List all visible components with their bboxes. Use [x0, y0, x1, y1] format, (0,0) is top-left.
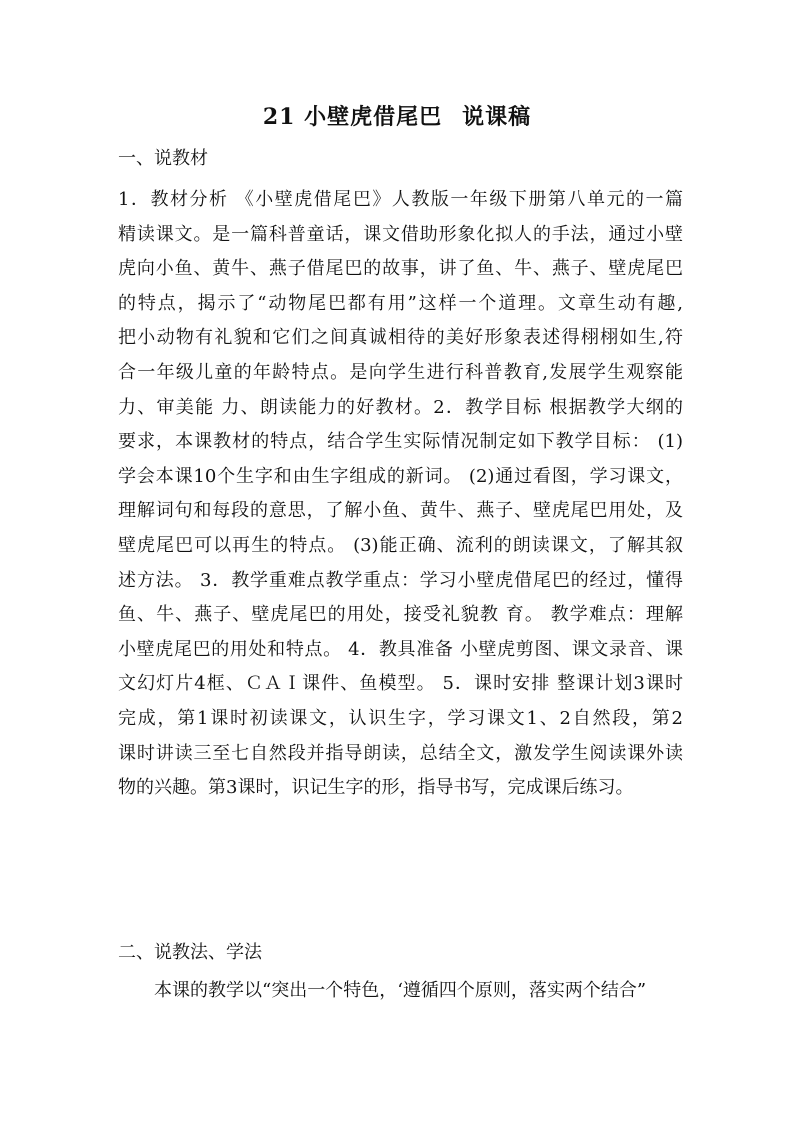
body-line: 要求，本课教材的特点，结合学生实际情况制定如下教学目标： (1) [118, 431, 683, 453]
title-main: 小壁虎借尾巴 [304, 104, 443, 130]
body-line: 把小动物有礼貌和它们之间真诚相待的美好形象表述得栩栩如生,符 [118, 327, 683, 349]
body-line: 述方法。 3．教学重难点教学重点：学习小壁虎借尾巴的经过，懂得 [118, 569, 683, 591]
body-line: 小壁虎尾巴的用处和特点。 4．教具准备 小壁虎剪图、课文录音、课 [118, 638, 683, 660]
body-line: 文幻灯片4框、ＣＡＩ课件、鱼模型。 5．课时安排 整课计划3课时 [118, 673, 683, 695]
document-title [0, 100, 794, 131]
section-heading-methods: 二、说教法、学法 [118, 942, 262, 963]
body-line: 壁虎尾巴可以再生的特点。 (3)能正确、流利的朗读课文，了解其叙 [118, 534, 683, 556]
body-line: 合一年级儿童的年龄特点。是向学生进行科普教育,发展学生观察能 [118, 361, 683, 383]
title-sub: 说课稿 [462, 104, 532, 130]
body-line: 虎向小鱼、黄牛、燕子借尾巴的故事，讲了鱼、牛、燕子、壁虎尾巴 [118, 258, 683, 280]
body-line: 物的兴趣。第3课时，识记生字的形，指导书写，完成课后练习。 [118, 777, 634, 799]
body-line: 的特点，揭示了“动物尾巴都有用”这样一个道理。文章生动有趣, [118, 292, 683, 314]
body-line: 理解词句和每段的意思，了解小鱼、黄牛、燕子、壁虎尾巴用处，及 [118, 500, 683, 522]
body-line: 力、审美能 力、朗读能力的好教材。2．教学目标 根据教学大纲的 [118, 396, 683, 418]
body-line: 鱼、牛、燕子、壁虎尾巴的用处，接受礼貌教 育。 教学难点：理解 [118, 604, 683, 626]
section-body-teaching-material [118, 183, 683, 806]
body-line: 学会本课10个生字和由生字组成的新词。 (2)通过看图，学习课文， [118, 465, 683, 487]
body-line: 精读课文。是一篇科普童话，课文借助形象化拟人的手法，通过小壁 [118, 223, 683, 245]
section-heading-teaching-material: 一、说教材 [118, 148, 208, 169]
body-line: 完成，第1课时初读课文，认识生字，学习课文1、2自然段，第2 [118, 707, 683, 729]
body-line: 课时讲读三至七自然段并指导朗读，总结全文，激发学生阅读课外读 [118, 742, 683, 764]
section-body-methods: 本课的教学以“突出一个特色，‘遵循四个原则，落实两个结合” [154, 980, 647, 1001]
body-line: 1．教材分析 《小壁虎借尾巴》人教版一年级下册第八单元的一篇 [118, 189, 683, 210]
title-number: 21 [262, 104, 296, 130]
